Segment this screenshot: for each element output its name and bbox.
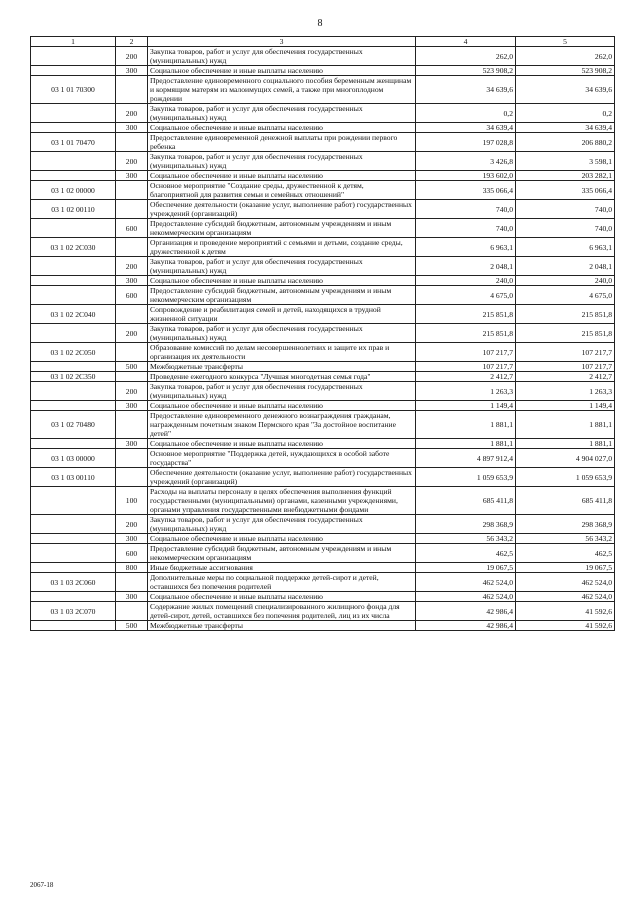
row-code-cell: 03 1 02 2С050 [31,343,116,362]
row-code-cell: 03 1 02 2С350 [31,372,116,382]
row-code-cell: 03 1 01 70470 [31,133,116,152]
row-code-cell [31,563,116,573]
row-value-col4-cell: 335 066,4 [416,181,516,200]
row-expense-type-cell: 100 [116,487,148,515]
row-description-cell: Образование комиссий по делам несовершеннолетних и защите их прав и организация их деятельности [148,343,416,362]
row-value-col4-cell: 2 048,1 [416,257,516,276]
row-description-cell: Закупка товаров, работ и услуг для обеспечения государственных (муниципальных) нужд [148,257,416,276]
row-code-cell: 03 1 02 70480 [31,411,116,439]
row-value-col4-cell: 740,0 [416,200,516,219]
table-row [31,573,615,592]
table-row [31,544,615,563]
row-value-col4-cell: 197 028,8 [416,133,516,152]
row-expense-type-cell: 200 [116,515,148,534]
row-expense-type-cell [116,372,148,382]
table-row [31,372,615,382]
row-code-cell [31,439,116,449]
row-description-cell: Социальное обеспечение и иные выплаты населению [148,534,416,544]
row-value-col5-cell: 215 851,8 [516,324,615,343]
page-number: 8 [317,18,323,29]
row-value-col5-cell: 34 639,6 [516,76,615,104]
row-value-col5-cell: 1 881,1 [516,411,615,439]
row-description-cell: Предоставление единовременного социального пособия беременным женщинам и кормящим матерям из малоимущих семей, а также при многоплодном рождении [148,76,416,104]
row-expense-type-cell: 200 [116,324,148,343]
row-value-col4-cell: 215 851,8 [416,305,516,324]
row-value-col4-cell: 3 426,8 [416,152,516,171]
row-value-col4-cell: 240,0 [416,276,516,286]
row-value-col5-cell: 262,0 [516,47,615,66]
row-code-cell [31,592,116,602]
row-value-col5-cell: 740,0 [516,200,615,219]
row-value-col5-cell: 523 908,2 [516,66,615,76]
row-description-cell: Основное мероприятие "Создание среды, дружественной к детям, благоприятной для развития семьи и семейных отношений" [148,181,416,200]
row-expense-type-cell: 500 [116,362,148,372]
row-code-cell [31,104,116,123]
row-code-cell [31,47,116,66]
row-value-col5-cell: 34 639,4 [516,123,615,133]
row-expense-type-cell: 200 [116,257,148,276]
row-code-cell [31,276,116,286]
row-value-col4-cell: 262,0 [416,47,516,66]
row-expense-type-cell: 300 [116,171,148,181]
table-row [31,343,615,362]
row-value-col5-cell: 1 263,3 [516,382,615,401]
row-value-col5-cell: 6 963,1 [516,238,615,257]
row-code-cell [31,487,116,515]
table-row [31,592,615,602]
table-row [31,468,615,487]
row-code-cell: 03 1 03 2С060 [31,573,116,592]
row-description-cell: Закупка товаров, работ и услуг для обеспечения государственных (муниципальных) нужд [148,104,416,123]
row-expense-type-cell: 300 [116,439,148,449]
row-value-col4-cell: 1 263,3 [416,382,516,401]
row-description-cell: Социальное обеспечение и иные выплаты населению [148,171,416,181]
column-header-4: 4 [416,37,516,47]
row-description-cell: Социальное обеспечение и иные выплаты населению [148,592,416,602]
row-expense-type-cell [116,200,148,219]
row-value-col5-cell: 2 048,1 [516,257,615,276]
row-code-cell [31,286,116,305]
row-expense-type-cell: 200 [116,104,148,123]
row-description-cell: Обеспечение деятельности (оказание услуг, выполнение работ) государственных учреждений (организаций) [148,468,416,487]
table-row [31,401,615,411]
row-value-col4-cell: 2 412,7 [416,372,516,382]
table-row [31,152,615,171]
row-code-cell [31,515,116,534]
row-value-col5-cell: 215 851,8 [516,305,615,324]
row-value-col4-cell: 1 059 653,9 [416,468,516,487]
row-expense-type-cell: 300 [116,401,148,411]
row-code-cell: 03 1 02 2С040 [31,305,116,324]
row-expense-type-cell [116,133,148,152]
row-code-cell [31,382,116,401]
row-description-cell: Межбюджетные трансферты [148,362,416,372]
row-expense-type-cell [116,238,148,257]
row-description-cell: Иные бюджетные ассигнования [148,563,416,573]
row-expense-type-cell: 300 [116,534,148,544]
row-description-cell: Предоставление единовременной денежной выплаты при рождении первого ребенка [148,133,416,152]
table-row [31,171,615,181]
row-code-cell [31,66,116,76]
row-value-col4-cell: 523 908,2 [416,66,516,76]
row-value-col5-cell: 107 217,7 [516,343,615,362]
row-description-cell: Организация и проведение мероприятий с семьями и детьми, создание среды, дружественной к детям [148,238,416,257]
column-header-5: 5 [516,37,615,47]
row-expense-type-cell: 200 [116,47,148,66]
table-row [31,563,615,573]
row-value-col5-cell: 203 282,1 [516,171,615,181]
row-value-col4-cell: 1 881,1 [416,411,516,439]
row-expense-type-cell: 500 [116,621,148,631]
row-value-col4-cell: 107 217,7 [416,362,516,372]
row-expense-type-cell: 600 [116,219,148,238]
table-row [31,324,615,343]
table-row [31,276,615,286]
table-row [31,515,615,534]
table-row [31,219,615,238]
row-expense-type-cell [116,602,148,621]
table-row [31,257,615,276]
row-description-cell: Межбюджетные трансферты [148,621,416,631]
table-body [31,47,615,631]
row-expense-type-cell: 200 [116,382,148,401]
table-header [31,37,615,47]
row-value-col5-cell: 462,5 [516,544,615,563]
row-value-col4-cell: 215 851,8 [416,324,516,343]
row-expense-type-cell: 300 [116,123,148,133]
row-value-col5-cell: 4 675,0 [516,286,615,305]
row-value-col4-cell: 193 602,0 [416,171,516,181]
row-description-cell: Социальное обеспечение и иные выплаты населению [148,66,416,76]
row-description-cell: Расходы на выплаты персоналу в целях обеспечения выполнения функций государственными (муниципальными) органами, казенными учреждениями, органами управления государственными внебюджетными фондами [148,487,416,515]
row-code-cell: 03 1 02 00110 [31,200,116,219]
row-code-cell [31,219,116,238]
row-value-col5-cell: 41 592,6 [516,621,615,631]
row-value-col5-cell: 685 411,8 [516,487,615,515]
row-description-cell: Социальное обеспечение и иные выплаты населению [148,439,416,449]
row-value-col5-cell: 335 066,4 [516,181,615,200]
row-value-col5-cell: 107 217,7 [516,362,615,372]
row-value-col4-cell: 19 067,5 [416,563,516,573]
row-expense-type-cell [116,343,148,362]
row-description-cell: Содержание жилых помещений специализированного жилищного фонда для детей-сирот, детей, оставшихся без попечения родителей, лиц из их числа [148,602,416,621]
row-description-cell: Проведение ежегодного конкурса "Лучшая многодетная семья года" [148,372,416,382]
row-value-col4-cell: 1 149,4 [416,401,516,411]
row-value-col5-cell: 0,2 [516,104,615,123]
row-description-cell: Предоставление единовременного денежного вознаграждения гражданам, награжденным почетным знаком Пермского края "За достойное воспитание детей" [148,411,416,439]
row-code-cell: 03 1 02 2С030 [31,238,116,257]
row-value-col4-cell: 34 639,6 [416,76,516,104]
row-value-col5-cell: 298 368,9 [516,515,615,534]
row-expense-type-cell: 600 [116,544,148,563]
row-expense-type-cell [116,411,148,439]
row-expense-type-cell: 300 [116,66,148,76]
row-code-cell: 03 1 01 70300 [31,76,116,104]
row-value-col5-cell: 2 412,7 [516,372,615,382]
row-value-col4-cell: 4 675,0 [416,286,516,305]
row-code-cell [31,534,116,544]
row-code-cell: 03 1 03 2С070 [31,602,116,621]
row-expense-type-cell [116,468,148,487]
row-value-col4-cell: 1 881,1 [416,439,516,449]
row-value-col4-cell: 42 986,4 [416,621,516,631]
row-expense-type-cell: 300 [116,592,148,602]
table-row [31,286,615,305]
row-expense-type-cell [116,181,148,200]
row-code-cell: 03 1 03 00110 [31,468,116,487]
row-value-col4-cell: 462 524,0 [416,592,516,602]
row-value-col4-cell: 42 986,4 [416,602,516,621]
row-value-col4-cell: 6 963,1 [416,238,516,257]
row-description-cell: Сопровождение и реабилитация семей и детей, находящихся в трудной жизненной ситуации [148,305,416,324]
table-row [31,534,615,544]
row-value-col4-cell: 34 639,4 [416,123,516,133]
row-expense-type-cell: 600 [116,286,148,305]
table-row [31,200,615,219]
column-header-3: 3 [148,37,416,47]
row-value-col5-cell: 1 059 653,9 [516,468,615,487]
row-value-col5-cell: 206 880,2 [516,133,615,152]
row-code-cell [31,621,116,631]
row-code-cell [31,362,116,372]
row-expense-type-cell [116,305,148,324]
row-description-cell: Дополнительные меры по социальной поддержке детей-сирот и детей, оставшихся без попечения родителей [148,573,416,592]
row-value-col5-cell: 19 067,5 [516,563,615,573]
row-value-col4-cell: 0,2 [416,104,516,123]
table-row [31,66,615,76]
row-expense-type-cell: 800 [116,563,148,573]
table-row [31,487,615,515]
row-value-col4-cell: 4 897 912,4 [416,449,516,468]
row-description-cell: Закупка товаров, работ и услуг для обеспечения государственных (муниципальных) нужд [148,47,416,66]
row-code-cell [31,257,116,276]
row-value-col5-cell: 3 598,1 [516,152,615,171]
row-value-col4-cell: 107 217,7 [416,343,516,362]
row-value-col4-cell: 298 368,9 [416,515,516,534]
row-description-cell: Предоставление субсидий бюджетным, автономным учреждениям и иным некоммерческим организациям [148,219,416,238]
row-expense-type-cell [116,449,148,468]
table-row [31,602,615,621]
row-description-cell: Закупка товаров, работ и услуг для обеспечения государственных (муниципальных) нужд [148,382,416,401]
row-description-cell: Обеспечение деятельности (оказание услуг, выполнение работ) государственных учреждений (организаций) [148,200,416,219]
table-row [31,238,615,257]
row-value-col5-cell: 1 149,4 [516,401,615,411]
row-value-col5-cell: 4 904 027,0 [516,449,615,468]
row-code-cell [31,401,116,411]
table-row [31,133,615,152]
row-expense-type-cell [116,76,148,104]
table-row [31,104,615,123]
row-value-col5-cell: 240,0 [516,276,615,286]
row-value-col5-cell: 1 881,1 [516,439,615,449]
row-value-col4-cell: 685 411,8 [416,487,516,515]
column-header-2: 2 [116,37,148,47]
row-value-col5-cell: 740,0 [516,219,615,238]
row-expense-type-cell [116,573,148,592]
document-footer-code: 2067-18 [30,881,54,889]
table-row [31,123,615,133]
row-description-cell: Предоставление субсидий бюджетным, автономным учреждениям и иным некоммерческим организациям [148,544,416,563]
row-code-cell [31,171,116,181]
column-header-1: 1 [31,37,116,47]
row-value-col4-cell: 462,5 [416,544,516,563]
row-value-col4-cell: 56 343,2 [416,534,516,544]
row-code-cell [31,324,116,343]
row-code-cell: 03 1 02 00000 [31,181,116,200]
row-description-cell: Предоставление субсидий бюджетным, автономным учреждениям и иным некоммерческим организациям [148,286,416,305]
row-code-cell [31,152,116,171]
table-row [31,411,615,439]
row-description-cell: Закупка товаров, работ и услуг для обеспечения государственных (муниципальных) нужд [148,515,416,534]
table-row [31,76,615,104]
row-code-cell: 03 1 03 00000 [31,449,116,468]
row-code-cell [31,123,116,133]
table-row [31,362,615,372]
row-value-col5-cell: 56 343,2 [516,534,615,544]
row-description-cell: Закупка товаров, работ и услуг для обеспечения государственных (муниципальных) нужд [148,324,416,343]
row-value-col5-cell: 41 592,6 [516,602,615,621]
row-value-col4-cell: 462 524,0 [416,573,516,592]
row-value-col5-cell: 462 524,0 [516,573,615,592]
row-expense-type-cell: 200 [116,152,148,171]
row-description-cell: Закупка товаров, работ и услуг для обеспечения государственных (муниципальных) нужд [148,152,416,171]
table-row [31,305,615,324]
row-value-col4-cell: 740,0 [416,219,516,238]
table-row [31,621,615,631]
row-expense-type-cell: 300 [116,276,148,286]
row-description-cell: Основное мероприятие "Поддержка детей, нуждающихся в особой заботе государства" [148,449,416,468]
table-row [31,439,615,449]
row-description-cell: Социальное обеспечение и иные выплаты населению [148,123,416,133]
table-row [31,181,615,200]
table-row [31,449,615,468]
row-description-cell: Социальное обеспечение и иные выплаты населению [148,401,416,411]
row-code-cell [31,544,116,563]
table-row [31,382,615,401]
budget-table [30,36,615,631]
row-value-col5-cell: 462 524,0 [516,592,615,602]
row-description-cell: Социальное обеспечение и иные выплаты населению [148,276,416,286]
table-row [31,47,615,66]
